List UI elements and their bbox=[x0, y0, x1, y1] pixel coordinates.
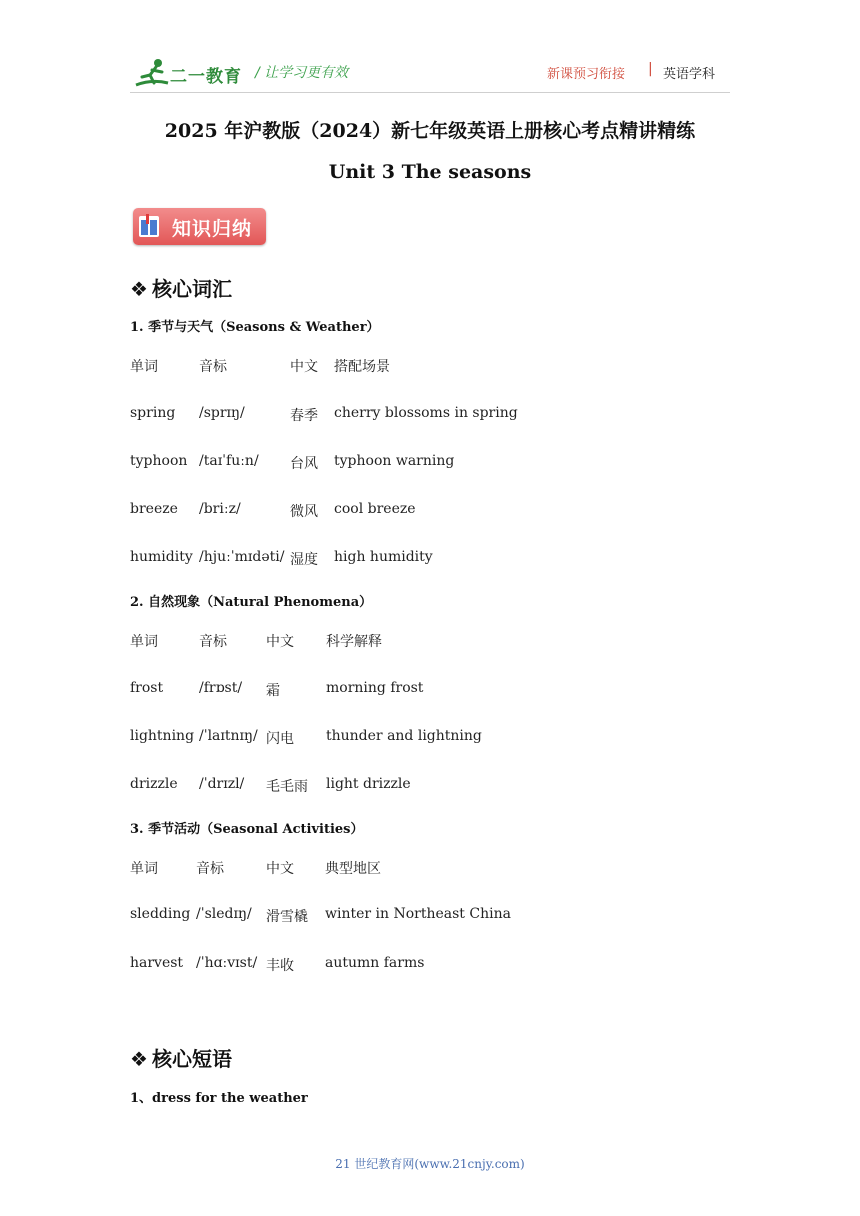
table-cell: frost bbox=[130, 680, 164, 696]
header-divider bbox=[130, 92, 730, 93]
table-cell: breeze bbox=[130, 501, 178, 517]
table-cell: /ˈdrɪzl/ bbox=[199, 776, 245, 792]
table-header-cell: 搭配场景 bbox=[334, 359, 390, 375]
table-cell: /hjuːˈmɪdəti/ bbox=[199, 549, 285, 565]
page-footer: 21 世纪教育网(www.21cnjy.com) bbox=[335, 1157, 525, 1171]
table-cell: 春季 bbox=[290, 408, 318, 424]
header-category: 新课预习衔接 bbox=[547, 67, 626, 82]
table-cell: typhoon warning bbox=[334, 453, 455, 469]
section-heading-core-phrases bbox=[130, 1043, 232, 1072]
logo-text: 二一教育 bbox=[170, 67, 242, 87]
table-cell: winter in Northeast China bbox=[325, 906, 511, 922]
document-title: 2025 年沪教版（2024）新七年级英语上册核心考点精讲精练 bbox=[164, 120, 696, 142]
table-header-cell: 单词 bbox=[130, 634, 158, 650]
table-cell: 丰收 bbox=[266, 958, 294, 974]
table-cell: 霜 bbox=[266, 683, 280, 699]
phrase-item: 1、dress for the weather bbox=[130, 1091, 308, 1106]
table-cell: 微风 bbox=[290, 504, 318, 520]
table-cell: high humidity bbox=[334, 549, 433, 565]
table-cell: /sprɪŋ/ bbox=[199, 405, 245, 421]
table-header-cell: 音标 bbox=[199, 359, 227, 375]
table-header-cell: 典型地区 bbox=[325, 861, 381, 877]
table-cell: harvest bbox=[130, 955, 184, 971]
table-header-cell: 中文 bbox=[266, 634, 294, 650]
table-header-cell: 科学解释 bbox=[326, 634, 382, 650]
table-cell: 台风 bbox=[290, 456, 318, 472]
section-heading-text: 核心词汇 bbox=[152, 277, 232, 301]
table-header-cell: 中文 bbox=[290, 359, 318, 375]
table-cell: /ˈsledɪŋ/ bbox=[196, 906, 252, 922]
table-cell: 滑雪橇 bbox=[266, 909, 308, 925]
table-cell: light drizzle bbox=[326, 776, 411, 792]
table-cell: typhoon bbox=[130, 453, 188, 469]
table-cell: lightning bbox=[130, 728, 195, 744]
group-title: 2. 自然现象（Natural Phenomena） bbox=[130, 595, 373, 610]
section-heading-text: 核心短语 bbox=[152, 1047, 232, 1071]
table-cell: spring bbox=[130, 405, 176, 421]
header-separator: | bbox=[648, 61, 653, 77]
table-cell: sledding bbox=[130, 906, 191, 922]
book-icon bbox=[138, 214, 160, 239]
table-cell: autumn farms bbox=[325, 955, 425, 971]
diamond-bullet-icon: ❖ bbox=[130, 277, 148, 301]
table-cell: /briːz/ bbox=[199, 501, 241, 517]
header-subject: 英语学科 bbox=[663, 67, 716, 82]
table-cell: humidity bbox=[130, 549, 193, 565]
table-cell: drizzle bbox=[130, 776, 178, 792]
group-title: 3. 季节活动（Seasonal Activities） bbox=[130, 822, 364, 837]
diamond-bullet-icon: ❖ bbox=[130, 1047, 148, 1071]
table-cell: cool breeze bbox=[334, 501, 416, 517]
table-cell: /ˈlaɪtnɪŋ/ bbox=[199, 728, 258, 744]
table-cell: 湿度 bbox=[290, 552, 318, 568]
group-title: 1. 季节与天气（Seasons & Weather） bbox=[130, 320, 380, 335]
slogan: / 让学习更有效 bbox=[255, 65, 349, 81]
table-cell: /ˈhɑːvɪst/ bbox=[196, 955, 258, 971]
table-header-cell: 中文 bbox=[266, 861, 294, 877]
table-header-cell: 单词 bbox=[130, 861, 158, 877]
badge-label: 知识归纳 bbox=[172, 218, 253, 240]
table-cell: thunder and lightning bbox=[326, 728, 482, 744]
table-header-cell: 音标 bbox=[196, 861, 224, 877]
table-header-cell: 音标 bbox=[199, 634, 227, 650]
section-heading-core-vocabulary bbox=[130, 273, 232, 302]
table-cell: /frɒst/ bbox=[199, 680, 243, 696]
table-cell: cherry blossoms in spring bbox=[334, 405, 518, 421]
table-cell: 闪电 bbox=[266, 731, 294, 747]
table-cell: morning frost bbox=[326, 680, 424, 696]
table-header-cell: 单词 bbox=[130, 359, 158, 375]
table-cell: 毛毛雨 bbox=[266, 779, 308, 795]
unit-title: Unit 3 The seasons bbox=[328, 161, 532, 183]
table-cell: /taɪˈfuːn/ bbox=[199, 453, 259, 469]
